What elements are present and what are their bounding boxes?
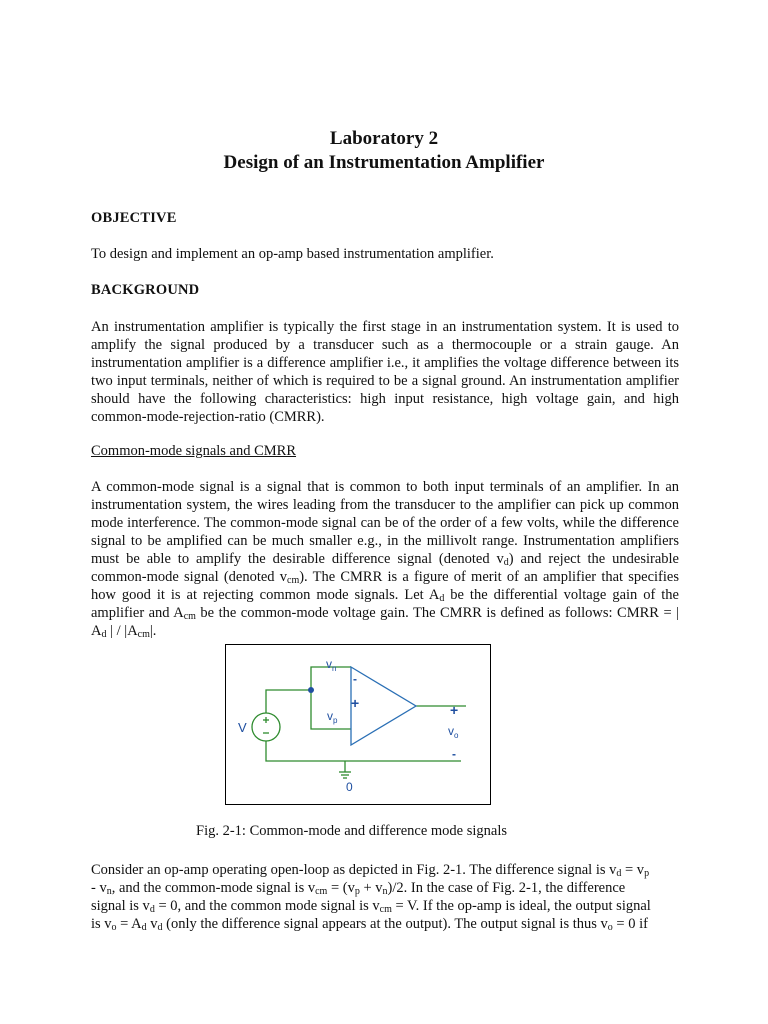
background-heading: BACKGROUND bbox=[91, 282, 200, 298]
objective-heading: OBJECTIVE bbox=[91, 210, 177, 226]
title-line-2: Design of an Instrumentation Amplifier bbox=[223, 152, 545, 173]
cmrr-paragraph: A common-mode signal is a signal that is common to both input terminals of an amplifier. In an instrumentation system, the wires leading from the transducer to the amplifier can pick up common mode interference. The common-mode signal can be of the order of a few volts, while the difference signal to be amplified can be much smaller e.g., in the millivolt range. Instrumentation amplifiers must be able to amplify the desirable difference signal (denoted $v_d$) and reject the undesirable common-mode signal (denoted $v_{cm}$). The CMRR is a figure of merit of an amplifier that specifies how good it is at rejecting common mode signals. Let $A_d$ be the differential voltage gain of the amplifier and $A_{cm}$ be the common-mode voltage gain. The CMRR is defined as follows: CMRR = | $A_d$ | / $|A_{cm}|$. bbox=[91, 479, 679, 640]
vn-label: $v_n$ bbox=[326, 657, 337, 673]
opamp-circuit-diagram bbox=[226, 645, 490, 804]
noninverting-plus: + bbox=[351, 695, 360, 711]
ground-label: 0 bbox=[346, 780, 353, 794]
title-line-1: Laboratory 2 bbox=[329, 128, 439, 149]
vo-label: $v_o$ bbox=[448, 724, 459, 740]
consider-line-3: signal is $v_d = 0$, and the common mode signal is $v_{cm} = V$. If the op-amp is ideal, the output signal bbox=[91, 898, 651, 915]
figure-caption: Fig. 2-1: Common-mode and difference mode signals bbox=[196, 823, 508, 839]
output-plus: + bbox=[450, 702, 459, 718]
inverting-minus: - bbox=[353, 672, 357, 686]
opamp-triangle bbox=[351, 667, 416, 745]
ground-symbol bbox=[339, 772, 351, 778]
circuit-figure bbox=[225, 644, 491, 805]
consider-line-2: - $v_n$, and the common-mode signal is $v_{cm} = (v_p + v_n)/2$. In the case of Fig. 2-1, the difference bbox=[91, 880, 626, 897]
vp-label: $v_p$ bbox=[327, 709, 338, 725]
consider-line-4: is $v_o = A_d$ $v_d$ (only the difference signal appears at the output). The output signal is thus $v_o = 0$ if bbox=[91, 916, 648, 933]
consider-line-1: Consider an op-amp operating open-loop as depicted in Fig. 2-1. The difference signal is $v_d = v_p$ bbox=[91, 862, 650, 879]
source-label: V bbox=[238, 720, 247, 735]
voltage-source bbox=[252, 713, 280, 741]
background-paragraph: An instrumentation amplifier is typically the first stage in an instrumentation system. It is used to amplify the signal produced by a transducer such as a thermocouple or a strain gauge. An instrumentation amplifier is a difference amplifier i.e., it amplifies the voltage difference between its two input terminals, neither of which is required to be a signal ground. An instrumentation amplifier should have the following characteristics: high input resistance, high voltage gain, and high common-mode-rejection-ratio (CMRR). bbox=[91, 319, 679, 425]
junction-dot bbox=[308, 687, 314, 693]
cmrr-subheading: Common-mode signals and CMRR bbox=[91, 443, 297, 459]
wires bbox=[266, 667, 466, 772]
objective-text: To design and implement an op-amp based instrumentation amplifier. bbox=[91, 246, 494, 262]
output-minus: - bbox=[452, 747, 456, 761]
